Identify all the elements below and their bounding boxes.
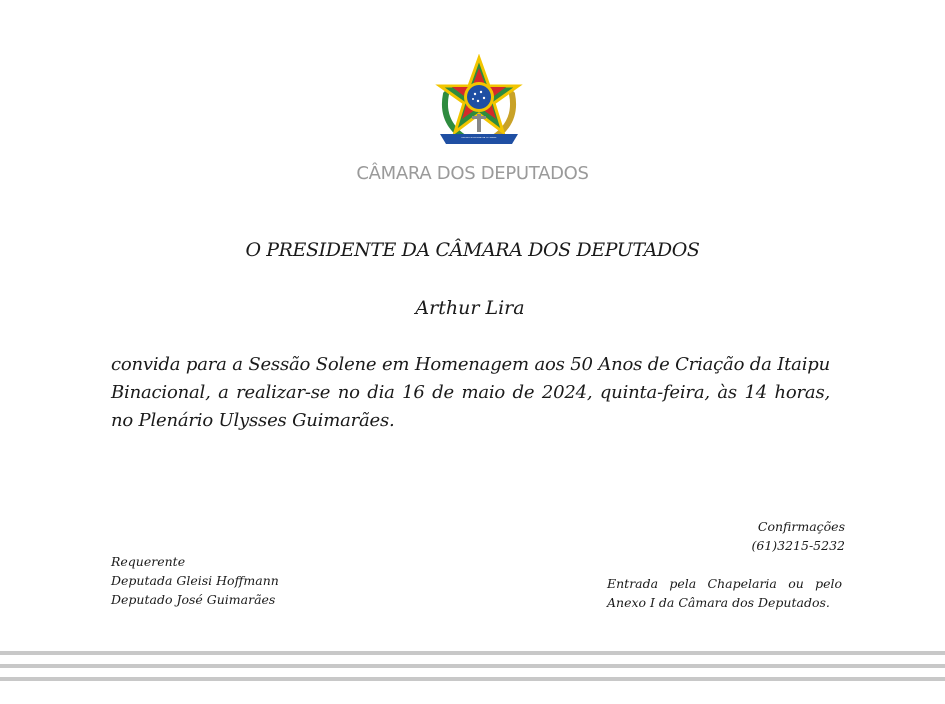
institution-name: CÂMARA DOS DEPUTADOS <box>356 163 589 184</box>
requerente-name: Deputada Gleisi Hoffmann <box>111 573 279 588</box>
requerente-name: Deputado José Guimarães <box>111 592 276 607</box>
entrada-block <box>607 574 842 612</box>
invitation-title: O PRESIDENTE DA CÂMARA DOS DEPUTADOS <box>245 239 700 261</box>
entrada-line-1: Entrada pela Chapelaria ou pelo <box>607 576 842 591</box>
entrada-line-2: Anexo I da Câmara dos Deputados. <box>607 595 830 610</box>
confirmacoes-block <box>751 517 845 555</box>
requerente-label: Requerente <box>111 554 186 569</box>
invitation-body: convida para a Sessão Solene em Homenagem aos 50 Anos de Criação da Itaipu Binacional, a realizar-se no dia 16 de maio de 2024, quinta-feira, às 14 horas, no Plenário Ulysses Guimarães. <box>111 354 830 431</box>
footer-stripe <box>0 651 945 655</box>
footer-stripe <box>0 664 945 668</box>
requerente-block <box>111 552 279 609</box>
president-name: Arthur Lira <box>415 297 525 319</box>
footer-stripe <box>0 677 945 681</box>
confirmacoes-phone: (61)3215-5232 <box>751 538 845 553</box>
crest-banner-text: REPÚBLICA FEDERATIVA DO BRASIL <box>461 137 497 139</box>
confirmacoes-label: Confirmações <box>757 519 845 534</box>
